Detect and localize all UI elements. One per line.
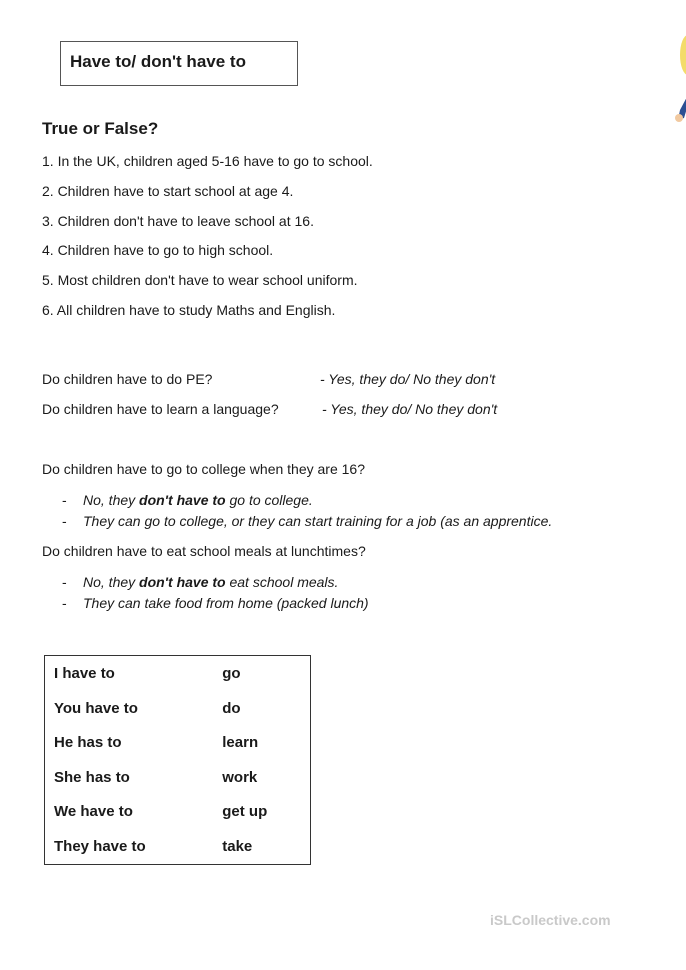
table-row: [45, 795, 311, 830]
statement: 2. Children have to start school at age 4.: [42, 183, 294, 199]
answer-emphasis: don't have to: [139, 492, 226, 508]
subject-cell: You have to: [54, 699, 138, 717]
table-row: [45, 829, 311, 864]
question: Do children have to learn a language?: [42, 401, 279, 417]
title-box: [60, 41, 298, 86]
verb-cell: take: [222, 838, 253, 856]
answer-text: go to college.: [225, 492, 313, 508]
subject-cell: They have to: [54, 838, 146, 856]
answer: They can go to college, or they can start training for a job (as an apprentice.: [83, 513, 553, 529]
subject-cell: I have to: [54, 664, 115, 682]
verb-cell: do: [222, 699, 241, 717]
question: Do children have to go to college when they are 16?: [42, 461, 365, 477]
subject-cell: He has to: [54, 734, 122, 752]
answer-text: No, they: [83, 492, 140, 508]
answer: [83, 492, 313, 508]
table-row: [45, 725, 311, 760]
answer-text: No, they: [83, 574, 140, 590]
verb-table: [44, 655, 311, 865]
statement: 4. Children have to go to high school.: [42, 242, 274, 258]
subject-cell: We have to: [54, 803, 133, 821]
subject-cell: She has to: [54, 768, 130, 786]
table-row: [45, 760, 311, 795]
verb-cell: go: [222, 664, 241, 682]
verb-cell: work: [222, 768, 258, 786]
answer: They can take food from home (packed lunch): [83, 595, 369, 611]
statement: 5. Most children don't have to wear school uniform.: [42, 272, 358, 288]
bullet: -: [62, 492, 67, 508]
statement: 3. Children don't have to leave school at 16.: [42, 213, 314, 229]
statement: 6. All children have to study Maths and English.: [42, 302, 336, 318]
statement: 1. In the UK, children aged 5-16 have to go to school.: [42, 153, 373, 169]
bullet: -: [62, 595, 67, 611]
question: Do children have to eat school meals at lunchtimes?: [42, 543, 366, 559]
verb-cell: learn: [222, 734, 259, 752]
question: Do children have to do PE?: [42, 371, 213, 387]
answer-emphasis: don't have to: [139, 574, 226, 590]
bullet: -: [62, 513, 67, 529]
answer-text: eat school meals.: [225, 574, 339, 590]
answer: [83, 574, 338, 590]
bullet: -: [62, 574, 67, 590]
table-row: [45, 656, 311, 691]
section-heading: True or False?: [42, 119, 159, 138]
verb-cell: get up: [222, 803, 268, 821]
table-row: [45, 691, 311, 726]
watermark: iSLCollective.com: [490, 912, 611, 928]
page-title: Have to/ don't have to: [70, 52, 246, 71]
answer-options: - Yes, they do/ No they don't: [320, 371, 496, 387]
cartoon-figure-image: [668, 30, 686, 125]
answer-options: - Yes, they do/ No they don't: [322, 401, 498, 417]
